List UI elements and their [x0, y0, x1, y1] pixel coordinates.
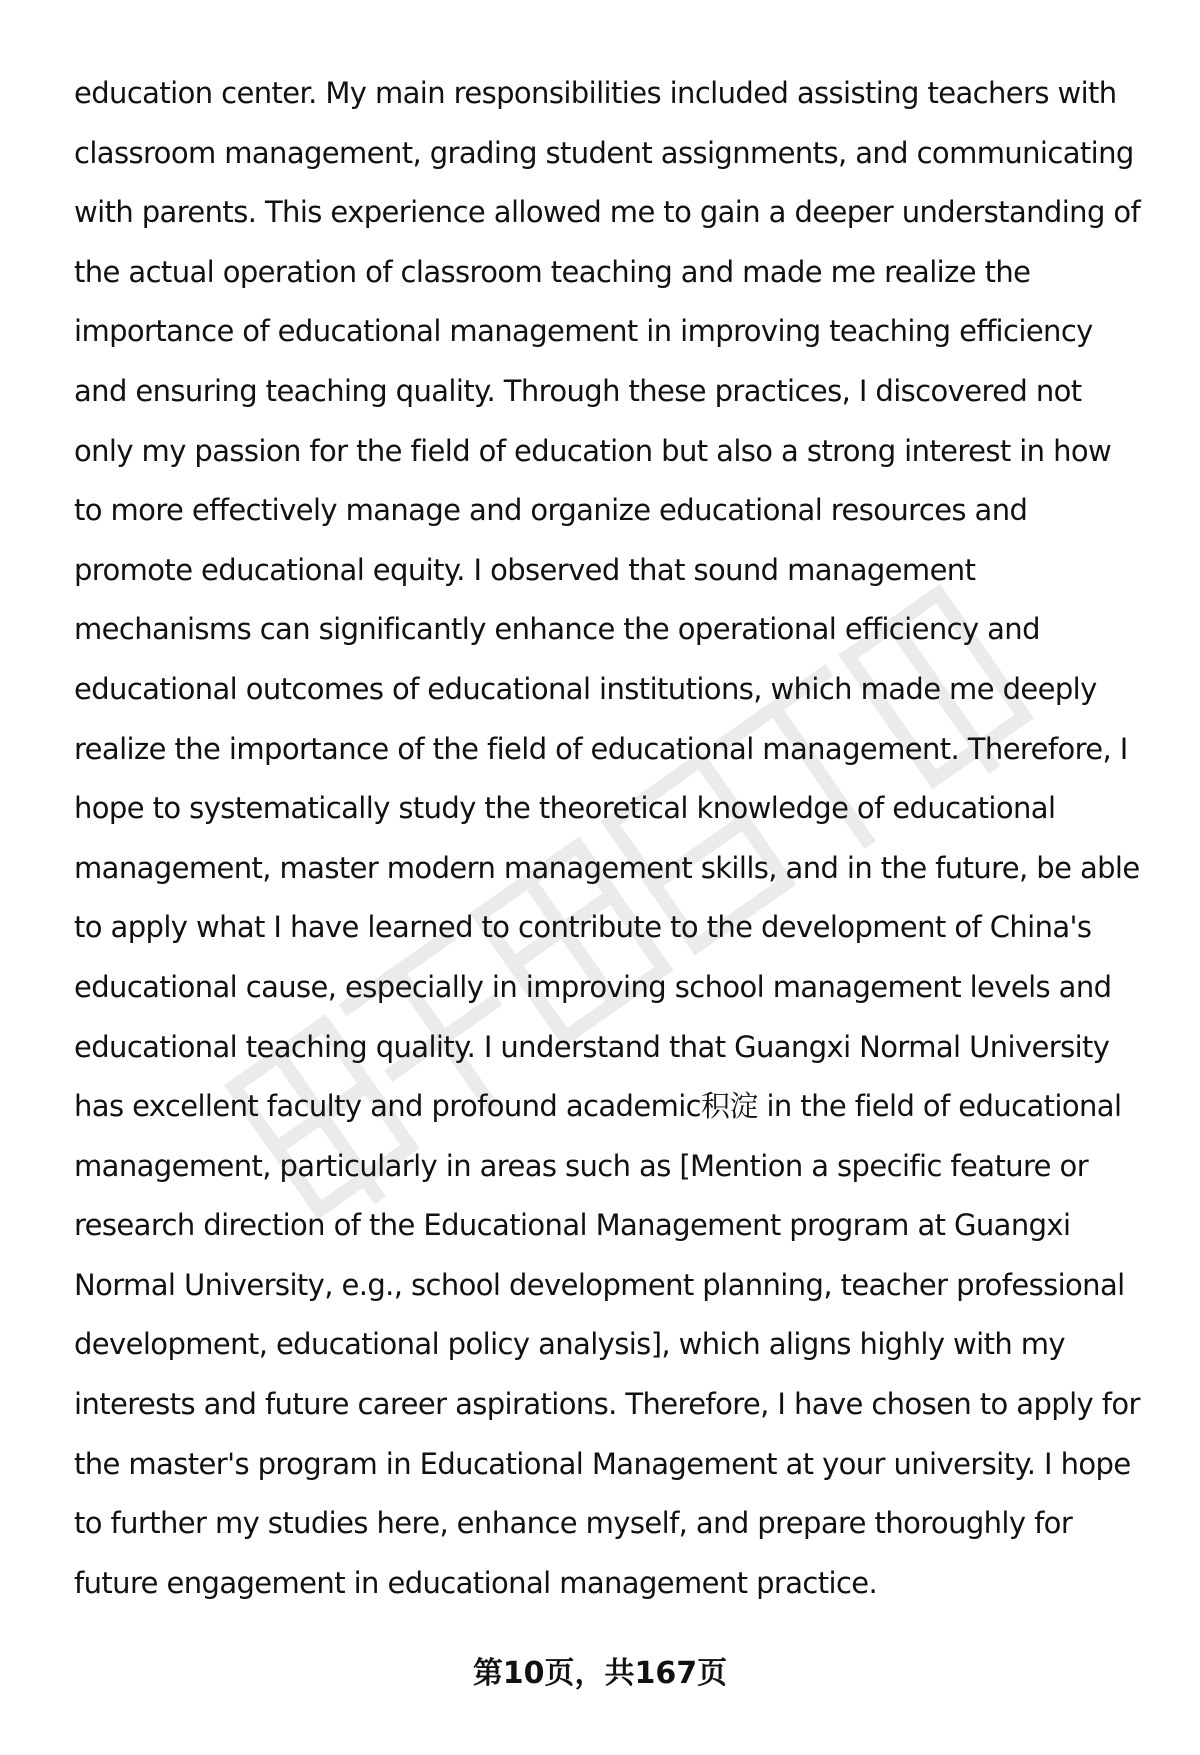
text-line: only my passion for the field of education but also a strong interest in how — [74, 433, 1112, 468]
text-line: educational outcomes of educational institutions, which made me deeply — [74, 671, 1097, 706]
text-line: research direction of the Educational Management program at Guangxi — [74, 1208, 1071, 1243]
text-line: has excellent faculty and profound academic积淀 in the field of educational — [74, 1089, 1122, 1124]
text-line: importance of educational management in improving teaching efficiency — [74, 314, 1093, 349]
text-line: interests and future career aspirations. Therefore, I have chosen to apply for — [74, 1387, 1140, 1422]
text-line: classroom management, grading student assignments, and communicating — [74, 135, 1134, 170]
text-line: and ensuring teaching quality. Through these practices, I discovered not — [74, 373, 1082, 408]
text-line: management, master modern management skills, and in the future, be able — [74, 850, 1140, 885]
text-line: hope to systematically study the theoretical knowledge of educational — [74, 791, 1056, 826]
text-line: promote educational equity. I observed that sound management — [74, 552, 976, 587]
essay-paragraph — [74, 64, 1164, 1613]
page-number-footer: 第10页，共167页 — [472, 1656, 728, 1691]
text-line: realize the importance of the field of educational management. Therefore, I — [74, 731, 1128, 766]
text-line: to more effectively manage and organize educational resources and — [74, 493, 1028, 528]
text-line: educational cause, especially in improving school management levels and — [74, 969, 1112, 1004]
text-line: the actual operation of classroom teaching and made me realize the — [74, 254, 1031, 289]
text-line: to apply what I have learned to contribute to the development of China's — [74, 910, 1092, 945]
text-line: with parents. This experience allowed me to gain a deeper understanding of — [74, 195, 1141, 230]
text-line: the master's program in Educational Management at your university. I hope — [74, 1446, 1131, 1481]
text-line: to further my studies here, enhance myself, and prepare thoroughly for — [74, 1506, 1073, 1541]
text-line: management, particularly in areas such as [Mention a specific feature or — [74, 1148, 1089, 1183]
text-line: mechanisms can significantly enhance the operational efficiency and — [74, 612, 1040, 647]
text-line: educational teaching quality. I understand that Guangxi Normal University — [74, 1029, 1110, 1064]
text-line: future engagement in educational management practice. — [74, 1565, 878, 1600]
text-line: development, educational policy analysis], which aligns highly with my — [74, 1327, 1065, 1362]
text-line: education center. My main responsibilities included assisting teachers with — [74, 76, 1117, 110]
text-line: Normal University, e.g., school development planning, teacher professional — [74, 1267, 1125, 1302]
